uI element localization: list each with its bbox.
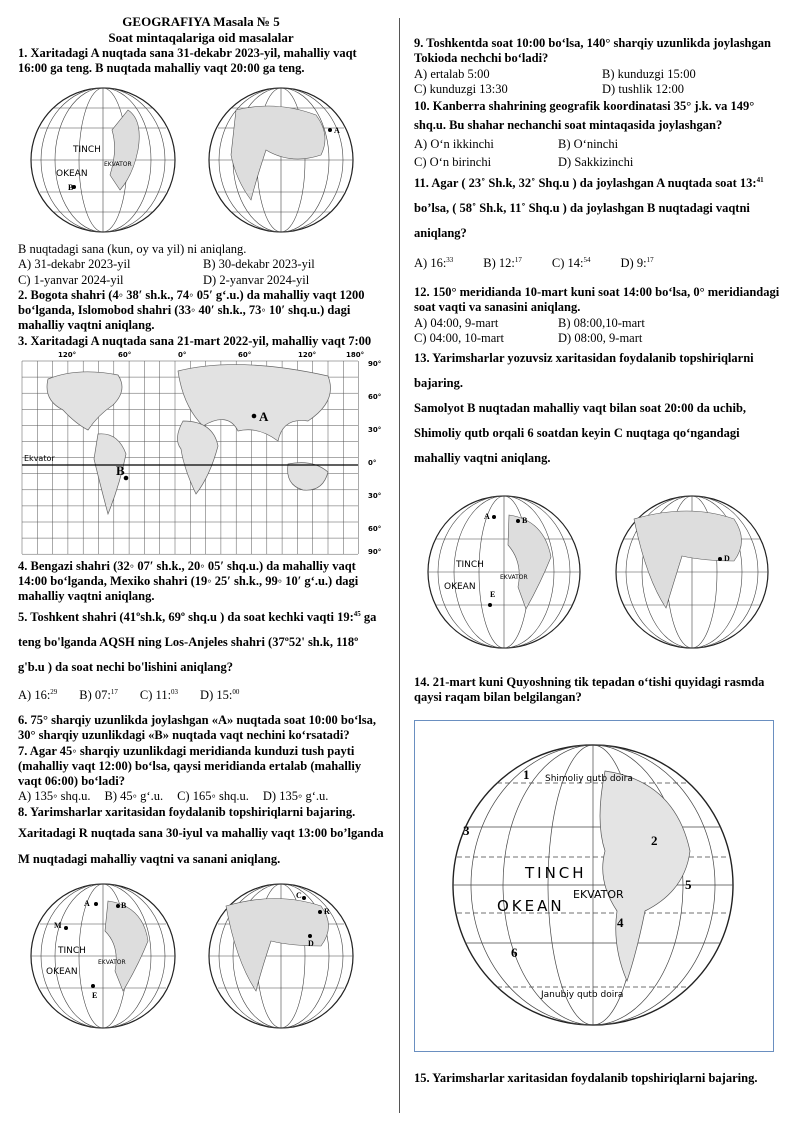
- q15-text: 15. Yarimsharlar xaritasidan foydalanib topshiriqlarni bajaring.: [414, 1070, 758, 1085]
- q14-num-4: 4: [617, 914, 624, 930]
- q10-options: [414, 135, 786, 171]
- q14-ocean1: TINCH: [525, 863, 587, 882]
- q13-globes: [414, 487, 786, 657]
- q10-option-a[interactable]: A) O‘n ikkinchi: [414, 136, 494, 151]
- q14-ocean2: OKEAN: [497, 896, 565, 915]
- q14-text: 14. 21-mart kuni Quyoshning tik tepadan o‘tishi quyidagi rasmda qaysi raqam bilan belgilangan?: [414, 675, 765, 705]
- q9-text: 9. Toshkentda soat 10:00 bo‘lsa, 140° sharqiy uzunlikda joylashgan Tokioda nechchi bo‘ladi?: [414, 36, 771, 66]
- q8-globe-east: [196, 876, 366, 1036]
- map-point-a: A: [259, 408, 269, 424]
- map-right-label-1: 90°: [368, 359, 382, 368]
- map-top-label-5: 120°: [298, 350, 317, 359]
- q14-num-1: 1: [523, 766, 530, 782]
- q11-text-part2: bo’lsa, ( 58˚ Sh.k, 11˚ Shq.u ) da joylashgan B nuqtadagi vaqtni aniqlang?: [414, 200, 750, 240]
- q5-options: [18, 688, 384, 703]
- map-top-label-6: 180°: [346, 350, 365, 359]
- q1-ask: B nuqtadagi sana (kun, oy va yil) ni aniqlang.: [18, 242, 247, 257]
- q13-equator: EKVATOR: [500, 574, 528, 582]
- q9-option-c[interactable]: C) kunduzgi 13:30: [414, 81, 508, 96]
- q6-text: 6. 75° sharqiy uzunlikda joylashgan «A» nuqtada soat 10:00 bo‘lsa, 30° sharqiy uzunlikdagi «B» nuqtada vaqt nechini ko‘rsatadi?: [18, 713, 376, 743]
- q14-num-2: 2: [651, 832, 658, 848]
- q13-ocean1: TINCH: [456, 560, 484, 571]
- q12-options: [414, 316, 786, 347]
- q8-globes: [18, 876, 384, 1036]
- q7-text: 7. Agar 45◦ sharqiy uzunlikdagi meridianda kunduzi tush payti (mahalliy vaqt 12:00) bo‘lsa, qaysi meridianda ertalab (mahalliy vaqt 06:00) bo‘ladi?: [18, 743, 362, 789]
- right-column: [414, 36, 786, 1091]
- q12-option-a[interactable]: A) 04:00, 9-mart: [414, 315, 499, 330]
- page-subtitle: Soat mintaqalariga oid masalalar: [108, 29, 294, 45]
- q12-option-b[interactable]: B) 08:00,10-mart: [558, 315, 645, 330]
- q9-options: [414, 67, 786, 98]
- map-top-label-2: 60°: [118, 350, 132, 359]
- q1-globe-west: [18, 80, 188, 240]
- globe-label-ocean2: OKEAN: [56, 169, 88, 180]
- q5-option-c[interactable]: C) 11:$^{03}$: [139, 687, 179, 702]
- q14-figure: [414, 720, 774, 1052]
- q1-globe-east: [196, 80, 366, 240]
- q5-option-b[interactable]: B) 07:$^{17}$: [79, 687, 118, 702]
- q1-options: [18, 257, 384, 288]
- q11-option-a[interactable]: A) 16:$^{33}$: [414, 255, 454, 270]
- q13-globe-east: [602, 487, 782, 657]
- map-right-label-3: 30°: [368, 425, 382, 434]
- q5-option-a[interactable]: A) 16:$^{29}$: [18, 687, 58, 702]
- q13-ocean2: OKEAN: [444, 582, 476, 593]
- page-title: GEOGRAFIYA Masala № 5: [122, 14, 280, 29]
- q2-text: 2. Bogota shahri (4◦ 38′ sh.k., 74◦ 05′ g‘.u.) da mahalliy vaqt 1200 bo‘lganda, Islomobod shahri (33◦ 40′ sh.k., 73◦ 10′ shq.u.) dagi mahalliy vaqtni aniqlang.: [18, 287, 365, 333]
- q8-text: 8. Yarimsharlar xaritasidan foydalanib topshiriqlarni bajaring.: [18, 804, 356, 819]
- q3-text: 3. Xaritadagi A nuqtada sana 21-mart 2022-yil, mahalliy vaqt 7:00: [18, 333, 372, 348]
- q9-option-d[interactable]: D) tushlik 12:00: [602, 81, 684, 96]
- q7-options: [18, 789, 384, 804]
- q7-option-a[interactable]: A) 135◦ shq.u.: [18, 789, 91, 804]
- q1-point-a: A: [334, 126, 340, 136]
- q11-option-d[interactable]: D) 9:$^{17}$: [620, 255, 654, 270]
- globe-label-equator: EKVATOR: [104, 161, 132, 169]
- svg-text:M: M: [54, 921, 62, 931]
- q10-option-c[interactable]: C) O‘n birinchi: [414, 154, 492, 169]
- q11-options: [414, 256, 786, 271]
- q11-option-c[interactable]: C) 14:$^{54}$: [551, 255, 591, 270]
- q12-option-d[interactable]: D) 08:00, 9-mart: [558, 330, 643, 345]
- q1-option-d[interactable]: D) 2-yanvar 2024-yil: [203, 272, 310, 287]
- svg-text:A: A: [84, 899, 90, 909]
- q14-equator: EKVATOR: [573, 887, 624, 901]
- q1-option-c[interactable]: C) 1-yanvar 2024-yil: [18, 272, 124, 287]
- q5-text: [18, 605, 384, 680]
- q8-text2: Xaritadagi R nuqtada sana 30-iyul va mahalliy vaqt 13:00 bo’lganda M nuqtadagi mahalliy vaqtni va sanani aniqlang.: [18, 825, 384, 867]
- column-divider: [399, 18, 400, 1113]
- map-right-label-7: 90°: [368, 547, 382, 556]
- q14-north-circle: Shimoliy qutb doira: [545, 773, 633, 784]
- q1-option-a[interactable]: A) 31-dekabr 2023-yil: [18, 257, 131, 272]
- q7-option-d[interactable]: D) 135◦ g‘.u.: [262, 789, 329, 804]
- q13-text: 13. Yarimsharlar yozuvsiz xaritasidan foydalanib topshiriqlarni bajaring.: [414, 351, 754, 391]
- map-right-label-2: 60°: [368, 392, 382, 401]
- q1-point-b: B: [68, 183, 74, 193]
- q14-south-circle: Janubiy qutb doira: [541, 989, 624, 1000]
- q9-option-b[interactable]: B) kunduzgi 15:00: [602, 66, 696, 81]
- svg-text:C: C: [296, 891, 302, 901]
- q8-ocean2: OKEAN: [46, 967, 78, 978]
- q11-option-b[interactable]: B) 12:$^{17}$: [483, 255, 522, 270]
- q5-text-part1: 5. Toshkent shahri (41ºsh.k, 69º shq.u ) da soat kechki vaqti 19:: [18, 609, 354, 624]
- map-right-label-6: 60°: [368, 524, 382, 533]
- q8-equator: EKVATOR: [98, 959, 126, 967]
- q5-text-part2: ga teng bo'lganda AQSH ning Los-Anjeles shahri (37º52' sh.k, 118º g'b.u ) da soat nechi bo'lishini aniqlang?: [18, 609, 377, 674]
- svg-text:B: B: [522, 516, 528, 526]
- q12-option-c[interactable]: C) 04:00, 10-mart: [414, 330, 504, 345]
- q3-world-map: [18, 349, 384, 559]
- q7-option-b[interactable]: B) 45◦ g‘.u.: [104, 789, 164, 804]
- map-top-label-4: 60°: [238, 350, 252, 359]
- q8-globe-west: [18, 876, 188, 1036]
- q5-sup: 45: [353, 609, 361, 618]
- q10-option-d[interactable]: D) Sakkizinchi: [558, 154, 634, 169]
- svg-text:R: R: [324, 907, 330, 917]
- q4-text: 4. Bengazi shahri (32◦ 07′ sh.k., 20◦ 05′ shq.u.) da mahalliy vaqt 14:00 bo‘lganda, Mexiko shahri (19◦ 25′ sh.k., 99◦ 10′ g‘.u.) dagi mahalliy vaqtni aniqlang.: [18, 558, 359, 604]
- svg-text:D: D: [308, 939, 314, 949]
- q11-text-part1: 11. Agar ( 23˚ Sh.k, 32˚ Shq.u ) da joylashgan A nuqtada soat 13:: [414, 175, 757, 190]
- svg-text:E: E: [490, 590, 496, 600]
- q9-option-a[interactable]: A) ertalab 5:00: [414, 66, 490, 81]
- map-point-b: B: [116, 462, 125, 478]
- svg-text:B: B: [121, 901, 127, 911]
- q1-option-b[interactable]: B) 30-dekabr 2023-yil: [203, 257, 315, 272]
- globe-label-ocean1: TINCH: [73, 145, 101, 156]
- q14-num-5: 5: [685, 876, 692, 892]
- svg-text:E: E: [92, 991, 98, 1001]
- svg-text:D: D: [724, 554, 730, 564]
- q10-option-b[interactable]: B) O‘ninchi: [558, 136, 619, 151]
- svg-text:A: A: [484, 512, 490, 522]
- map-equator-label: Ekvator: [24, 453, 55, 463]
- q1-globes: [18, 80, 384, 240]
- map-right-label-5: 30°: [368, 491, 382, 500]
- q1-text: 1. Xaritadagi A nuqtada sana 31-dekabr 2023-yil, mahalliy vaqt 16:00 ga teng. B nuqtada mahalliy vaqt 20:00 ga teng.: [18, 45, 357, 75]
- q10-text: 10. Kanberra shahrining geografik koordinatasi 35° j.k. va 149° shq.u. Bu shahar nechanchi soat mintaqasida joylashgan?: [414, 99, 755, 132]
- q14-globe: [415, 721, 771, 1049]
- q7-option-c[interactable]: C) 165◦ shq.u.: [177, 789, 249, 804]
- q14-num-6: 6: [511, 944, 518, 960]
- q5-option-d[interactable]: D) 15:$^{00}$: [200, 687, 240, 702]
- q11-sup: 41: [756, 175, 764, 184]
- q13-globe-west: [414, 487, 594, 657]
- map-right-label-4: 0°: [368, 458, 377, 467]
- q11-text: [414, 171, 786, 246]
- q14-num-3: 3: [463, 822, 470, 838]
- q12-text: 12. 150° meridianda 10-mart kuni soat 14:00 bo‘lsa, 0° meridiandagi soat vaqti va sanasini aniqlang.: [414, 285, 780, 315]
- left-column: [18, 14, 384, 1038]
- q13-text2: Samolyot B nuqtadan mahalliy vaqt bilan soat 20:00 da uchib, Shimoliy qutb orqali 6 soatdan keyin C nuqtaga qo‘ngandagi mahalliy vaqtni aniqlang.: [414, 401, 747, 466]
- map-top-label-1: 120°: [58, 350, 77, 359]
- q8-ocean1: TINCH: [58, 946, 86, 957]
- map-top-label-3: 0°: [178, 350, 187, 359]
